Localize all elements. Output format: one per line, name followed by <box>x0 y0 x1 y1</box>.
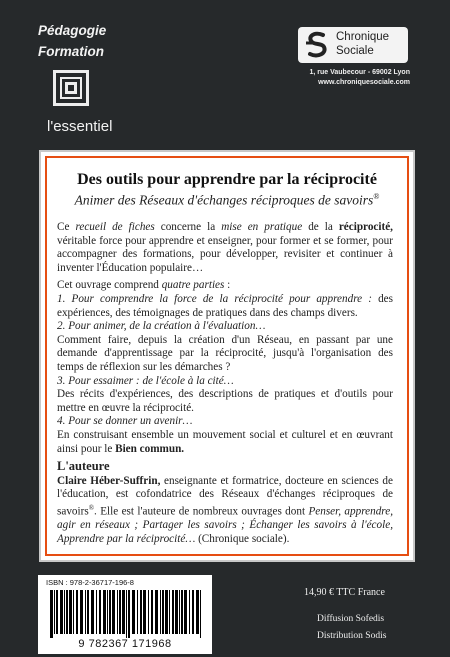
author-bio: Claire Héber-Suffrin, enseignante et formatrice, docteure en sciences de l'éducation, est cofondatrice des Réseaux d'échanges réciproques de savoirs®. Elle est l'auteure de nombreux ouvrages dont Penser, apprendre, agir en réseaux ; Partager les savoirs ; Échanger les savoirs à l'école, Apprendre par la réciprocité… (Chronique sociale). <box>57 474 393 545</box>
back-cover-panel <box>39 150 415 562</box>
distribution-info <box>317 611 386 645</box>
publisher-address: 1, rue Vaubecour - 69002 Lyon <box>309 69 410 76</box>
collection-logo-icon <box>53 70 89 106</box>
part-2-title: 2. Pour animer, de la création à l'évaluation… <box>57 320 266 333</box>
parts-intro: Cet ouvrage comprend quatre parties : <box>57 279 231 292</box>
part-4-text: En construisant ensemble un mouvement social et culturel et en œuvrant ainsi pour le Bien commun. <box>57 428 393 455</box>
isbn-barcode-block <box>38 575 212 654</box>
publisher-name-line1: Chronique <box>336 31 390 43</box>
publisher-name-line2: Sociale <box>336 45 374 57</box>
isbn-label: ISBN : 978-2-36717-196-8 <box>46 578 134 587</box>
publisher-logo <box>298 27 408 63</box>
publisher-emblem-icon <box>304 31 330 59</box>
diffusion-line: Diffusion Sofedis <box>317 614 385 624</box>
series-name: l'essentiel <box>47 118 113 135</box>
publisher-contact <box>298 68 410 88</box>
intro-paragraph: Ce recueil de fiches concerne la mise en pratique de la réciprocité, véritable force pour apprendre et enseigner, pour former et se former, pour accompagner des formations, pour développer, revisiter et continuer à inventer l'Éducation populaire… <box>57 221 393 274</box>
panel-frame <box>45 156 409 556</box>
collection-label <box>38 20 106 62</box>
distribution-line: Distribution Sodis <box>317 631 387 641</box>
part-3-text: Des récits d'expériences, des descriptions de pratiques et d'outils pour mettre en œuvre la réciprocité. <box>57 388 393 414</box>
description-body <box>57 221 393 546</box>
collection-line-pedagogie: Pédagogie <box>38 23 107 38</box>
registered-mark: ® <box>373 192 380 201</box>
part-4-title: 4. Pour se donner un avenir… <box>57 415 193 428</box>
part-3-title: 3. Pour essaimer : de l'école à la cité… <box>57 374 234 387</box>
book-title: Des outils pour apprendre par la réciprocité <box>77 171 377 188</box>
subtitle-text: Animer des Réseaux d'échanges réciproques de savoirs <box>74 192 374 208</box>
publisher-name <box>336 30 389 58</box>
price: 14,90 € TTC France <box>304 587 385 598</box>
book-subtitle <box>47 192 407 209</box>
part-2-text: Comment faire, depuis la création d'un Réseau, en passant par une demande d'apprentissage par la réciprocité, jusqu'à l'organisation des temps de réflexion sur les démarches ? <box>57 333 393 373</box>
part-1: 1. Pour comprendre la force de la réciprocité pour apprendre : des expériences, des témoignages de pratiques dans des champs divers. <box>57 292 393 319</box>
barcode-icon <box>50 590 204 638</box>
publisher-website[interactable]: www.chroniquesociale.com <box>318 79 410 86</box>
author-heading: L'auteure <box>57 459 110 474</box>
collection-line-formation: Formation <box>38 44 104 59</box>
barcode-number: 9 782367 171968 <box>78 638 172 650</box>
